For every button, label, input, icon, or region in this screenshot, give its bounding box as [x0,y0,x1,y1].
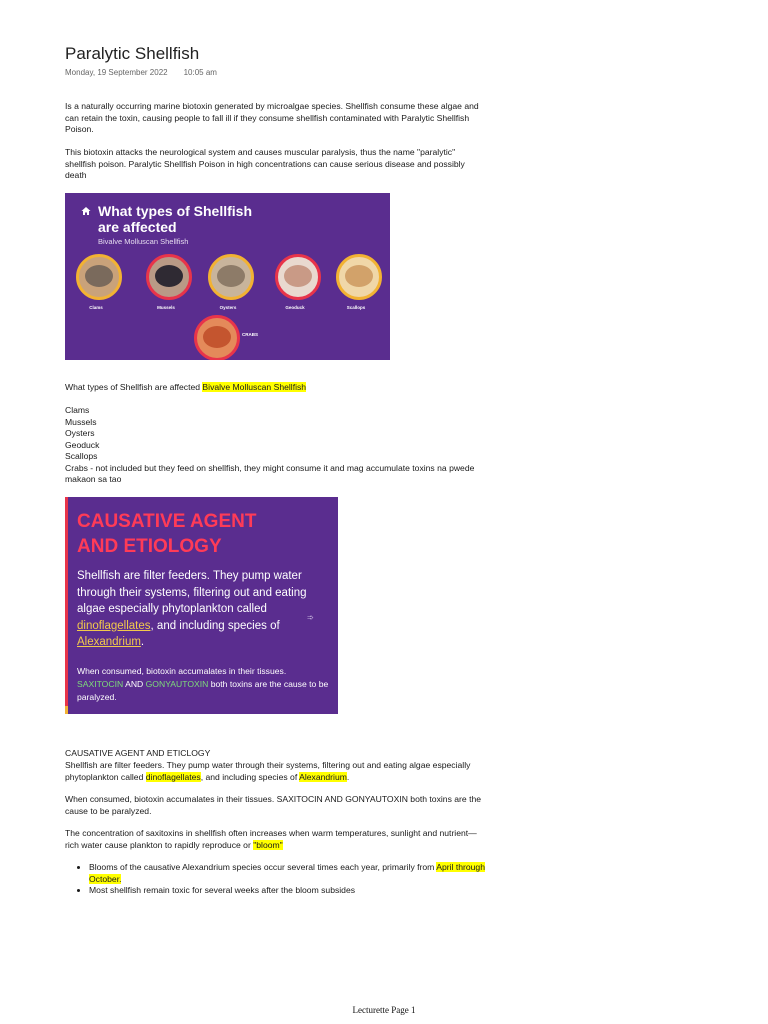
slide2-footnote [77,665,332,704]
slide2-dinoflagellates: dinoflagellates [77,619,151,632]
oysters-label: Oysters [219,305,237,310]
slide2-body-text: . [140,636,145,648]
shellfish-list [65,405,485,486]
home-icon [81,206,91,216]
intro-paragraph-2: This biotoxin attacks the neurological system and causes muscular paralysis, thus the name "paralytic" shellfish poison. Paralytic Shellfish Poison in high concentrations can cause serious disease and possibly death [65,147,465,180]
highlight-dinoflagellates: dinoflagellates [145,771,201,782]
slide2-body [77,568,332,651]
clams-label: Clams [89,305,103,310]
causative-paragraph-1 [65,760,485,783]
slide1-title-line1: What types of Shellfish [98,203,253,219]
highlight-alexandrium: Alexandrium [299,771,347,782]
slide1-title [98,203,252,235]
slide2-foot-text: When consumed, biotoxin accumalates in their tissues. [77,666,287,676]
causative-text: . [346,771,350,782]
scallops-label: Scallops [346,305,366,310]
slide2-saxitocin: SAXITOCIN [77,679,124,689]
note-date: Monday, 19 September 2022 [65,68,168,77]
slide2-foot-text: AND [123,679,146,689]
list-item: Mussels [65,416,97,427]
slide2-body-text: , and including species of [150,619,280,632]
shellfish-types-slide [65,193,390,360]
mussels-image [146,254,192,300]
slide2-alexandrium: Alexandrium [77,636,141,648]
crabs-label: CRABS [241,332,258,337]
page-title: Paralytic Shellfish [65,44,200,63]
slide2-foot-text: both toxins are the cause to be paralyzed. [77,679,329,702]
pointer-icon: ➾ [307,613,314,622]
oysters-image [208,254,254,300]
geoduck-image [275,254,321,300]
causative-heading: CAUSATIVE AGENT AND ETICLOGY [65,748,211,758]
list-item: Scallops [65,451,98,461]
slide2-title-line2: AND ETIOLOGY [77,536,222,557]
list-item: Geoduck [65,439,100,450]
clams-image [76,254,122,300]
slide2-accent-bar-gold [65,706,68,714]
slide2-body-text: Shellfish are filter feeders. They pump water through their systems, filtering out and eating algae especially phytoplankton called [77,570,307,615]
crabs-image [194,315,240,360]
causative-paragraph-2: When consumed, biotoxin accumalates in their tissues. SAXITOCIN AND GONYAUTOXIN both toxins are the cause to be paralyzed. [65,794,482,816]
causative-agent-slide [65,497,338,714]
page-meta [65,68,217,77]
slide1-subtitle: Bivalve Molluscan Shellfish [98,237,189,246]
intro-paragraph-1: Is a naturally occurring marine biotoxin generated by microalgae species. Shellfish consume these algae and can retain the toxin, causing people to fall ill if they consume shellfish contaminated with Paralytic Shellfish Poison. [65,101,479,134]
causative-text: Shellfish are filter feeders. They pump water through their systems, filtering out and eating algae especially phytoplankton called [65,760,471,782]
slide2-gonyautoxin: GONYAUTOXIN [145,679,209,689]
types-heading-highlight: Bivalve Molluscan Shellfish [202,382,307,392]
slide2-accent-bar [65,497,68,714]
slide2-title-line1: CAUSATIVE AGENT [77,511,257,532]
list-item: Oysters [65,428,95,438]
types-heading [65,382,485,394]
mussels-label: Mussels [157,305,175,310]
slide1-title-line2: are affected [98,219,177,235]
list-item [89,862,489,885]
scallops-image [336,254,382,300]
causative-paragraph-3 [65,828,485,851]
causative-text: , and including species of [200,771,300,782]
geoduck-label: Geoduck [285,305,305,310]
causative-text: The concentration of saxitoxins in shellfish often increases when warm temperatures, sunlight and nutrient—rich water cause plankton to rapidly reproduce or [65,828,477,850]
page-footer: Lecturette Page 1 [352,1005,416,1015]
slide2-title [77,509,327,559]
highlight-april-october: April through October. [89,862,485,884]
bloom-bullets [73,862,489,897]
types-heading-text: What types of Shellfish are affected [65,382,203,392]
bullet-text: Blooms of the causative Alexandrium species occur several times each year, primarily from [89,862,437,872]
highlight-bloom: "bloom" [253,839,283,850]
note-time: 10:05 am [183,68,217,77]
crabs-note: Crabs - not included but they feed on shellfish, they might consume it and mag accumulate toxins na pwede makaon sa tao [65,462,475,484]
list-item: Clams [65,405,90,415]
list-item: • Most shellfish remain toxic for several weeks after the bloom subsides [89,885,489,897]
